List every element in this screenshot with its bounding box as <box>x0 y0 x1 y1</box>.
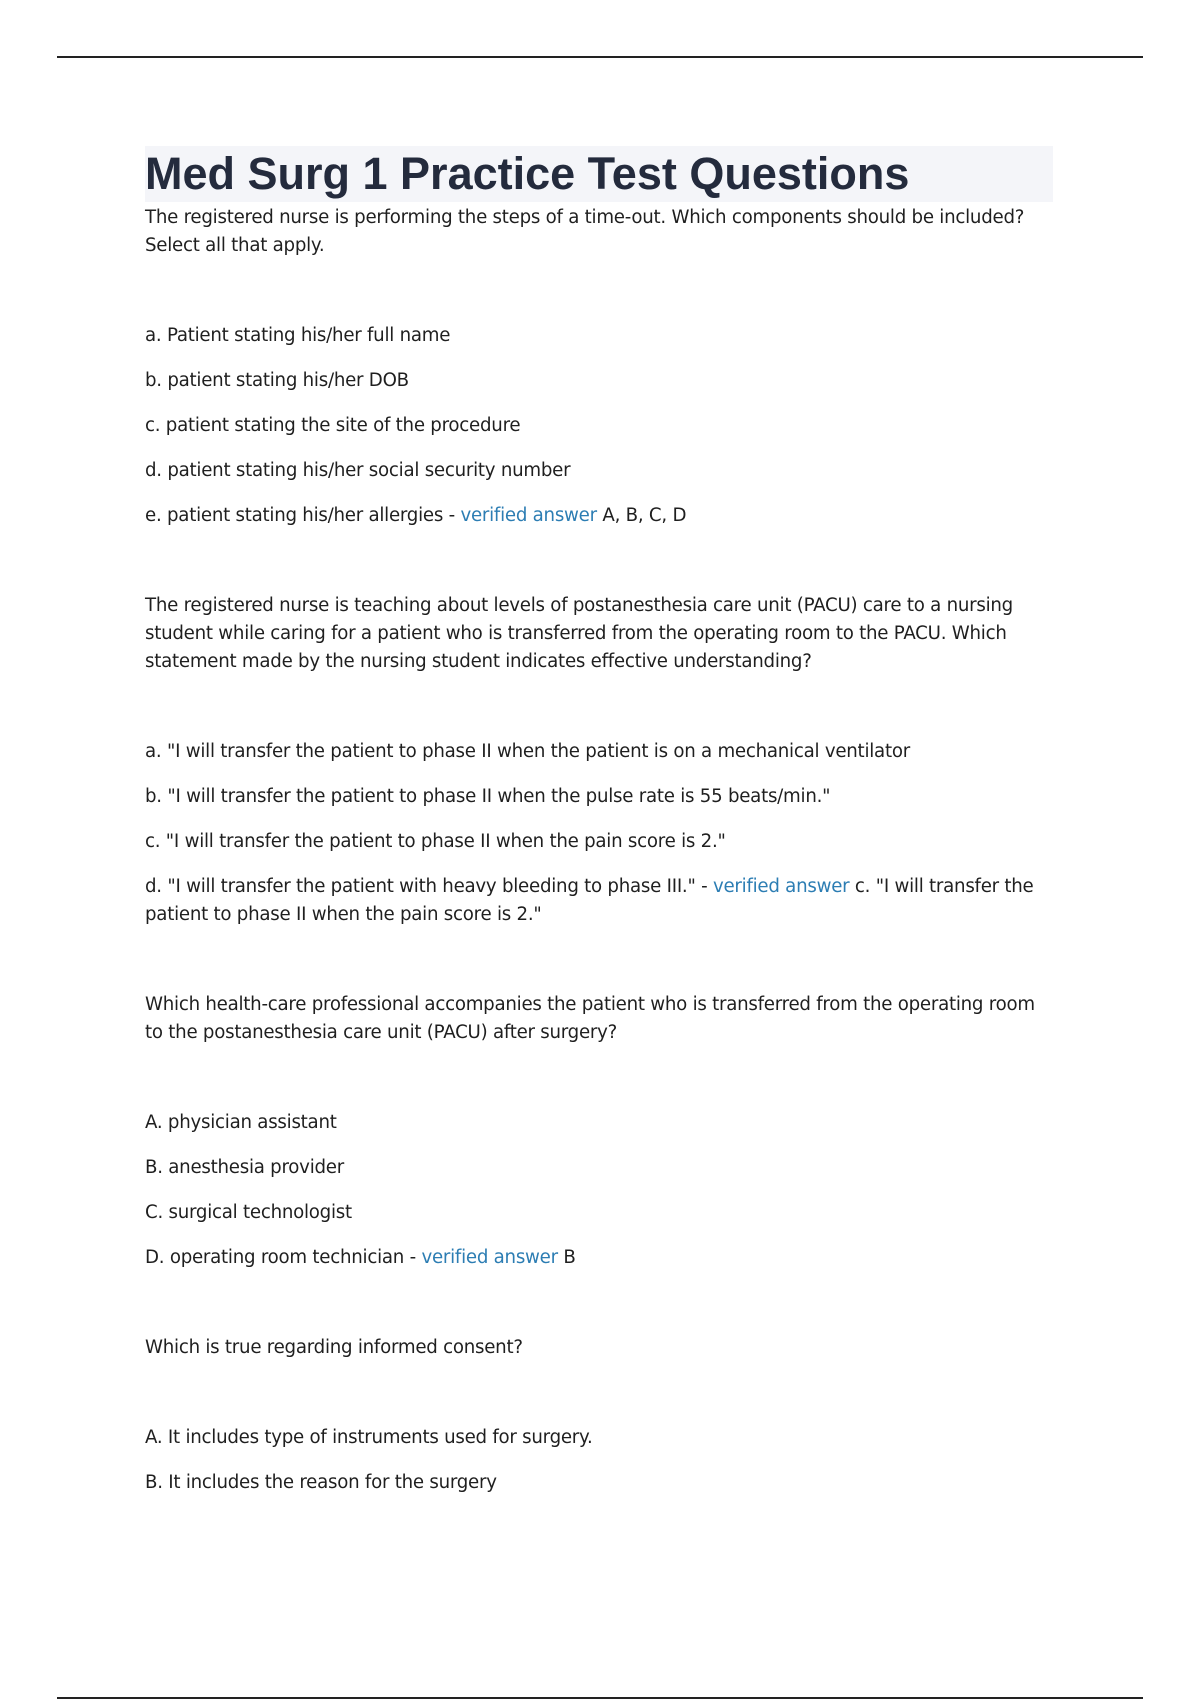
option-2a: a. "I will transfer the patient to phase II when the patient is on a mechanical ventilator <box>145 741 910 762</box>
option-1a: a. Patient stating his/her full name <box>145 325 451 346</box>
question-text-3: Which health-care professional accompanies the patient who is transferred from the operating room to the postanesthesia care unit (PACU) after surgery? <box>145 994 1035 1043</box>
question-block-4 <box>145 1334 1055 1497</box>
option-3a: A. physician assistant <box>145 1112 337 1133</box>
question-text-4: Which is true regarding informed consent? <box>145 1337 523 1358</box>
document-body <box>145 146 1055 1497</box>
question-block-3 <box>145 991 1055 1272</box>
verified-answer-link[interactable]: verified answer <box>460 505 597 526</box>
option-2c: c. "I will transfer the patient to phase II when the pain score is 2." <box>145 831 726 852</box>
option-1e-with-answer <box>145 502 1055 530</box>
bottom-rule <box>57 1697 1143 1699</box>
question-block-1 <box>145 204 1055 530</box>
option-1d: d. patient stating his/her social security number <box>145 460 571 481</box>
option-2b: b. "I will transfer the patient to phase II when the pulse rate is 55 beats/min." <box>145 786 831 807</box>
answer-3: B <box>557 1247 576 1268</box>
option-2d: d. "I will transfer the patient with heavy bleeding to phase III." - <box>145 876 713 897</box>
option-4b: B. It includes the reason for the surgery <box>145 1472 497 1493</box>
option-1c: c. patient stating the site of the procedure <box>145 415 521 436</box>
option-3b: B. anesthesia provider <box>145 1157 344 1178</box>
option-1e: e. patient stating his/her allergies - <box>145 505 461 526</box>
option-3d: D. operating room technician - <box>145 1247 422 1268</box>
question-block-2 <box>145 592 1055 929</box>
option-4a: A. It includes type of instruments used for surgery. <box>145 1427 593 1448</box>
verified-answer-link[interactable]: verified answer <box>712 876 850 897</box>
option-1b: b. patient stating his/her DOB <box>145 370 409 391</box>
question-text-1: The registered nurse is performing the steps of a time-out. Which components should be included? Select all that apply. <box>145 207 1025 256</box>
answer-2: c. "I will transfer the patient to phase II when the pain score is 2." <box>145 876 1034 925</box>
document-title: Med Surg 1 Practice Test Questions <box>145 148 910 199</box>
top-rule <box>57 56 1143 58</box>
verified-answer-link[interactable]: verified answer <box>421 1247 558 1268</box>
option-3d-with-answer <box>145 1244 1055 1272</box>
title-band <box>145 146 1053 202</box>
question-text-2: The registered nurse is teaching about levels of postanesthesia care unit (PACU) care to a nursing student while caring for a patient who is transferred from the operating room to the PACU. Which statement made by the nursing student indicates effective understanding? <box>145 595 1013 672</box>
option-2d-with-answer <box>145 873 1055 929</box>
answer-1: A, B, C, D <box>596 505 687 526</box>
option-3c: C. surgical technologist <box>145 1202 352 1223</box>
